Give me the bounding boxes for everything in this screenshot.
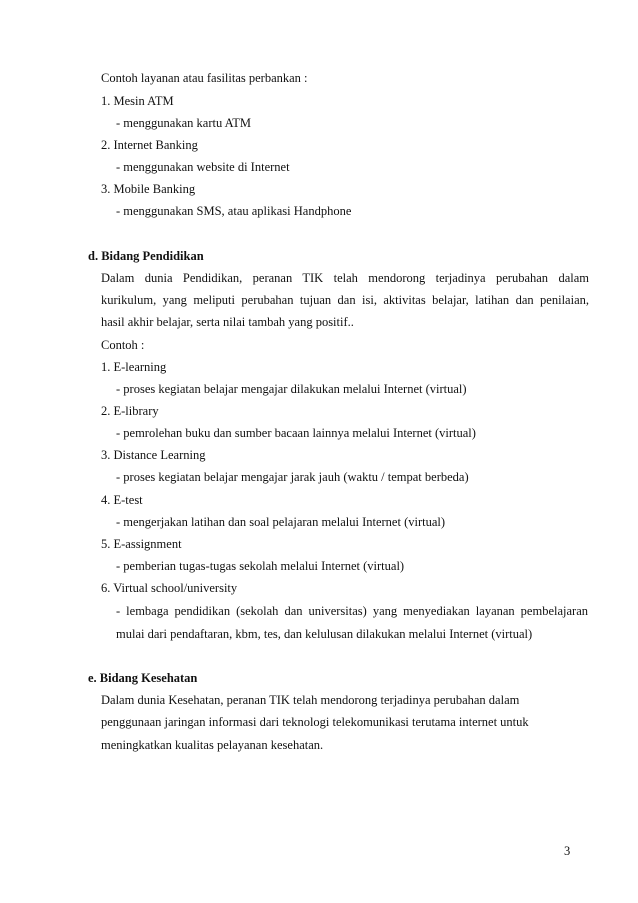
kesehatan-paragraph-line: penggunaan jaringan informasi dari teknologi telekomunikasi terutama internet untuk bbox=[101, 715, 529, 729]
banking-item-title: 1. Mesin ATM bbox=[101, 94, 174, 108]
pendidikan-paragraph-line: Dalam dunia Pendidikan, peranan TIK telah mendorong terjadinya perubahan dalam bbox=[101, 271, 589, 285]
section-heading-pendidikan: d. Bidang Pendidikan bbox=[88, 249, 204, 263]
pendidikan-item-desc: - proses kegiatan belajar mengajar dilakukan melalui Internet (virtual) bbox=[116, 382, 467, 396]
pendidikan-item-title: 3. Distance Learning bbox=[101, 448, 206, 462]
banking-item-desc: - menggunakan website di Internet bbox=[116, 160, 290, 174]
pendidikan-item-title: 6. Virtual school/university bbox=[101, 581, 238, 595]
pendidikan-item-title: 4. E-test bbox=[101, 493, 143, 507]
pendidikan-item-desc: - mengerjakan latihan dan soal pelajaran melalui Internet (virtual) bbox=[116, 515, 446, 529]
banking-item-title: 3. Mobile Banking bbox=[101, 182, 196, 196]
pendidikan-item-desc: - lembaga pendidikan (sekolah dan universitas) yang menyediakan layanan pembelajaran bbox=[116, 604, 588, 618]
pendidikan-paragraph-line: hasil akhir belajar, serta nilai tambah yang positif.. bbox=[101, 315, 354, 329]
pendidikan-item-desc: - pemberian tugas-tugas sekolah melalui Internet (virtual) bbox=[116, 559, 405, 573]
pendidikan-item-desc: - proses kegiatan belajar mengajar jarak jauh (waktu / tempat berbeda) bbox=[116, 470, 469, 484]
pendidikan-contoh-label: Contoh : bbox=[101, 338, 145, 352]
banking-item-title: 2. Internet Banking bbox=[101, 138, 198, 152]
banking-intro: Contoh layanan atau fasilitas perbankan : bbox=[101, 71, 308, 85]
pendidikan-item-title: 5. E-assignment bbox=[101, 537, 182, 551]
section-heading-kesehatan: e. Bidang Kesehatan bbox=[88, 671, 198, 685]
pendidikan-item-title: 1. E-learning bbox=[101, 360, 167, 374]
pendidikan-paragraph-line: kurikulum, yang meliputi perubahan tujuan dan isi, aktivitas belajar, latihan dan penilaian, bbox=[101, 293, 589, 307]
pendidikan-item-desc: - pemrolehan buku dan sumber bacaan lainnya melalui Internet (virtual) bbox=[116, 426, 476, 440]
pendidikan-item-title: 2. E-library bbox=[101, 404, 159, 418]
banking-item-desc: - menggunakan SMS, atau aplikasi Handphone bbox=[116, 204, 352, 218]
page-number: 3 bbox=[564, 844, 571, 858]
banking-item-desc: - menggunakan kartu ATM bbox=[116, 116, 252, 130]
pendidikan-item-desc-continued: mulai dari pendaftaran, kbm, tes, dan kelulusan dilakukan melalui Internet (virtual) bbox=[116, 627, 533, 641]
kesehatan-paragraph-line: meningkatkan kualitas pelayanan kesehatan. bbox=[101, 738, 324, 752]
kesehatan-paragraph-line: Dalam dunia Kesehatan, peranan TIK telah mendorong terjadinya perubahan dalam bbox=[101, 693, 520, 707]
